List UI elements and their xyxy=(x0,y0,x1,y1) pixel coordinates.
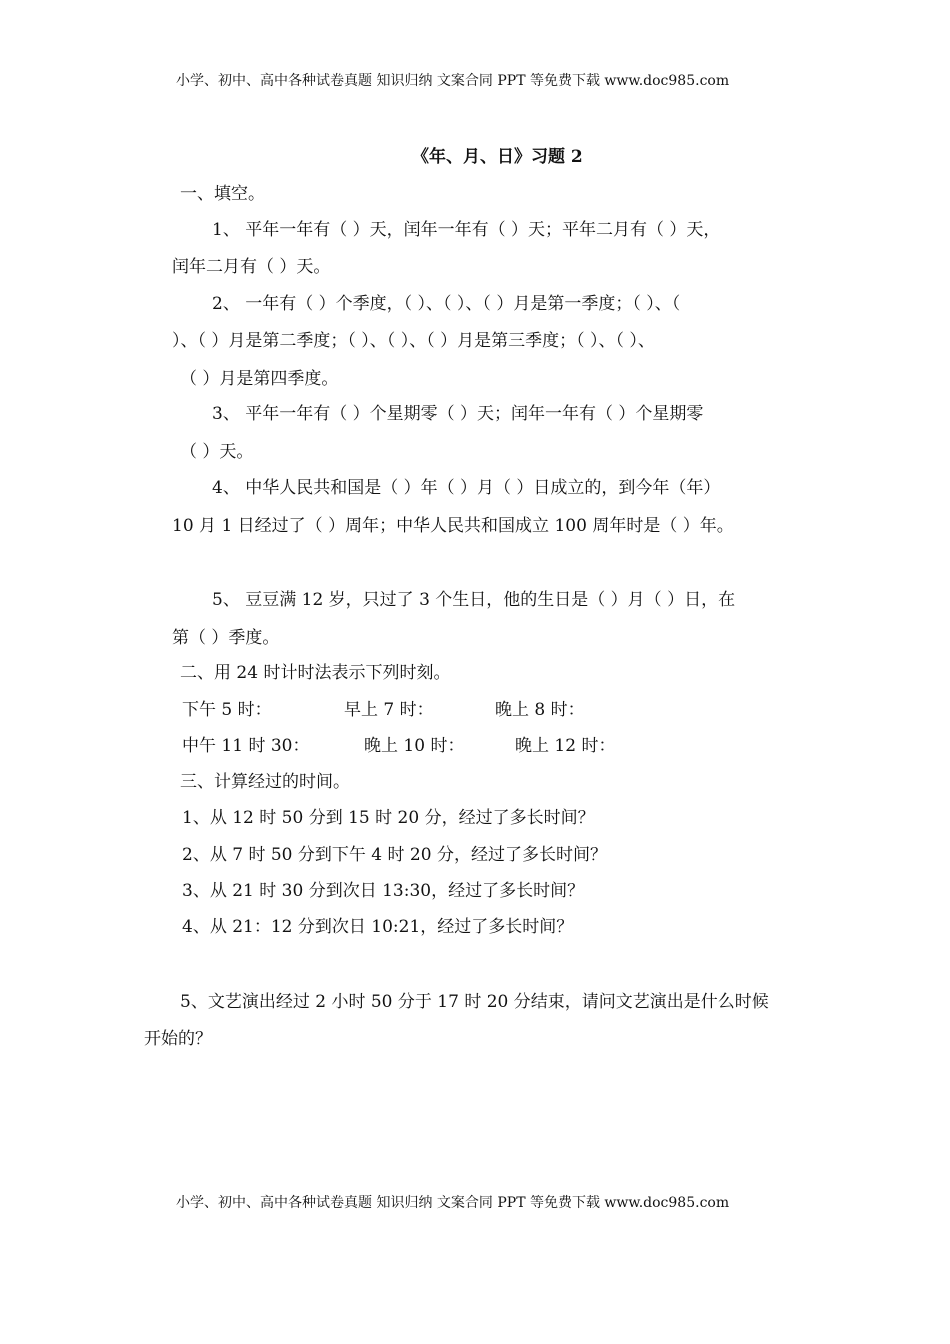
q3-line-2: （ ）天。 xyxy=(180,442,254,462)
q5-line-2: 第（ ）季度。 xyxy=(172,628,280,648)
q1-line-2: 闰年二月有（ ）天。 xyxy=(172,257,331,277)
q2-line-2: ）、（ ）月是第二季度；（ ）、（ ）、（ ）月是第三季度；（ ）、（ ）、 xyxy=(172,331,655,351)
section-1-heading: 一、填空。 xyxy=(180,184,265,204)
q3-line-1: 3、 平年一年有（ ）个星期零（ ）天；闰年一年有（ ）个星期零 xyxy=(212,404,704,424)
page-header: 小学、初中、高中各种试卷真题 知识归纳 文案合同 PPT 等免费下载 www.doc985.com xyxy=(176,73,730,89)
s3-q5-line-1: 5、文艺演出经过 2 小时 50 分于 17 时 20 分结束，请问文艺演出是什么时候 xyxy=(180,992,769,1012)
time-item: 晚上 10 时： xyxy=(364,736,465,756)
q4-line-2: 10 月 1 日经过了（ ）周年；中华人民共和国成立 100 周年时是（ ）年。 xyxy=(172,516,734,536)
page-title: 《年、月、日》习题 2 xyxy=(412,147,583,167)
page-footer: 小学、初中、高中各种试卷真题 知识归纳 文案合同 PPT 等免费下载 www.doc985.com xyxy=(176,1195,730,1211)
time-item: 晚上 8 时： xyxy=(495,700,585,720)
s3-question: 2、从 7 时 50 分到下午 4 时 20 分，经过了多长时间？ xyxy=(182,845,607,865)
s3-q5-line-2: 开始的？ xyxy=(144,1029,212,1049)
q4-line-1: 4、 中华人民共和国是（ ）年（ ）月（ ）日成立的，到今年（年） xyxy=(212,478,721,498)
section-3-heading: 三、计算经过的时间。 xyxy=(180,772,350,792)
time-item: 早上 7 时： xyxy=(344,700,434,720)
q2-line-3: （ ）月是第四季度。 xyxy=(180,369,339,389)
s3-question: 4、从 21：12 分到次日 10:21，经过了多长时间？ xyxy=(182,917,574,937)
section-2-heading: 二、用 24 时计时法表示下列时刻。 xyxy=(180,663,451,683)
q1-line-1: 1、 平年一年有（ ）天，闰年一年有（ ）天；平年二月有（ ）天， xyxy=(212,220,721,240)
s3-question: 1、从 12 时 50 分到 15 时 20 分，经过了多长时间？ xyxy=(182,808,595,828)
s3-question: 3、从 21 时 30 分到次日 13:30，经过了多长时间？ xyxy=(182,881,585,901)
q2-line-1: 2、 一年有（ ）个季度，（ ）、（ ）、（ ）月是第一季度；（ ）、（ xyxy=(212,294,681,314)
time-item: 中午 11 时 30： xyxy=(182,736,310,756)
q5-line-1: 5、 豆豆满 12 岁，只过了 3 个生日，他的生日是（ ）月（ ）日，在 xyxy=(212,590,736,610)
time-item: 下午 5 时： xyxy=(182,700,272,720)
time-item: 晚上 12 时： xyxy=(515,736,616,756)
